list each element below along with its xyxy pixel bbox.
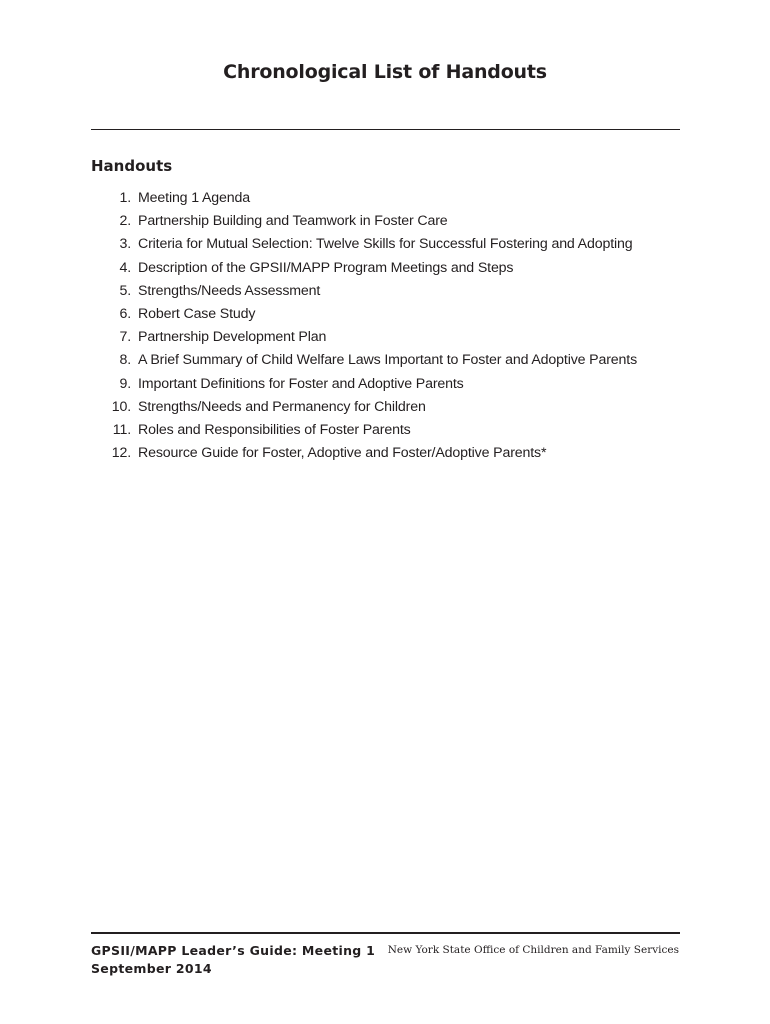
list-item [91, 187, 681, 210]
item-number: 1. [119, 190, 131, 206]
list-item [91, 210, 681, 233]
item-text: Roles and Responsibilities of Foster Parents [138, 421, 411, 438]
item-number: 10. [111, 398, 131, 415]
list-item [91, 280, 681, 303]
item-text: Strengths/Needs Assessment [138, 282, 321, 299]
item-text: Strengths/Needs and Permanency for Children [138, 398, 426, 415]
section-heading: Handouts [91, 157, 173, 175]
item-text: Partnership Development Plan [138, 329, 327, 346]
item-number: 5. [119, 282, 131, 299]
list-item [91, 396, 681, 419]
item-text: Criteria for Mutual Selection: Twelve Skills for Successful Fostering and Adopting [138, 236, 633, 253]
list-item [91, 349, 681, 372]
list-item [91, 326, 681, 349]
list-item [91, 257, 681, 280]
item-number: 12. [111, 445, 131, 462]
item-number: 2. [119, 213, 131, 230]
item-text: Meeting 1 Agenda [138, 190, 250, 206]
list-item [91, 233, 681, 256]
item-number: 8. [119, 352, 131, 369]
item-text: Partnership Building and Teamwork in Foster Care [138, 213, 448, 230]
item-text: Robert Case Study [138, 305, 256, 322]
list-item [91, 373, 681, 396]
item-number: 6. [119, 305, 131, 322]
footer-organization: New York State Office of Children and Family Services [387, 944, 679, 956]
item-number: 9. [119, 375, 131, 392]
footer-guide-title: GPSII/MAPP Leader’s Guide: Meeting 1 [91, 943, 376, 958]
item-number: 7. [119, 329, 131, 346]
item-number: 3. [119, 236, 131, 253]
list-item [91, 419, 681, 442]
item-text: Resource Guide for Foster, Adoptive and Foster/Adoptive Parents* [138, 445, 547, 462]
item-text: Important Definitions for Foster and Adoptive Parents [138, 375, 464, 392]
item-text: Description of the GPSII/MAPP Program Meetings and Steps [138, 259, 514, 276]
list-item [91, 442, 681, 465]
page-title: Chronological List of Handouts [223, 61, 547, 83]
footer-left [91, 942, 375, 978]
title-divider [91, 129, 680, 130]
item-number: 11. [112, 421, 131, 438]
footer-date: September 2014 [91, 961, 212, 976]
list-item [91, 303, 681, 326]
footer-divider [91, 932, 680, 934]
item-text: A Brief Summary of Child Welfare Laws Important to Foster and Adoptive Parents [138, 352, 638, 369]
handout-list [91, 187, 681, 465]
item-number: 4. [119, 259, 131, 276]
